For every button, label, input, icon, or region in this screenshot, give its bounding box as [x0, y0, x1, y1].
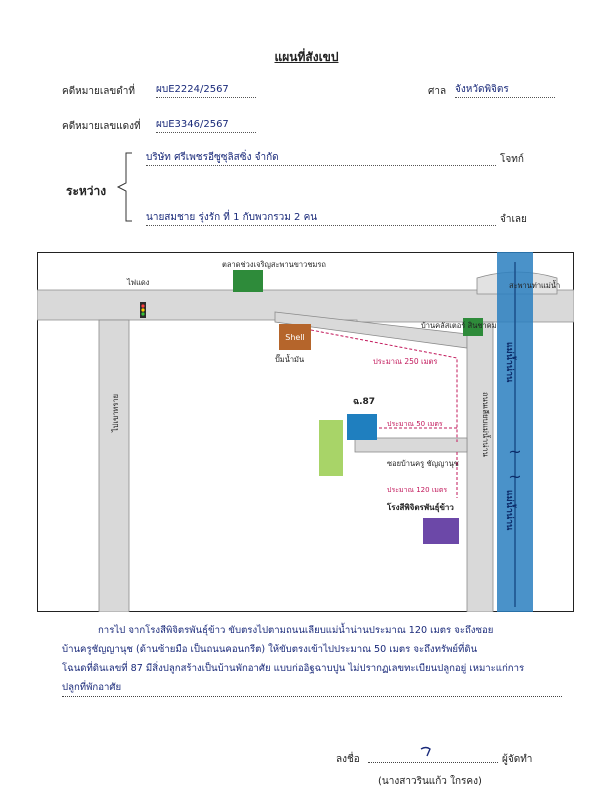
red-case-label: คดีหมายเลขแดงที่: [62, 121, 141, 132]
black-case-value: ผบE2224/2567: [156, 82, 256, 98]
description-line-1: การไป จากโรงสีพิจิตรพันธุ์ข้าว ขับตรงไปตามถนนเลียบแม่น้ำน่านประมาณ 120 เมตร จะถึงซอย: [98, 625, 494, 636]
green-plot: [319, 420, 343, 476]
market-label: ตลาดช่วงเจริญสะพานขาวชมรถ: [222, 260, 326, 269]
distance-250-label: ประมาณ 250 เมตร: [373, 357, 438, 366]
market-building: [233, 270, 263, 292]
between-label: ระหว่าง: [66, 184, 107, 198]
signature-line: [368, 762, 498, 763]
description-line-2: บ้านครูชัญญานุช (ด้านซ้ายมือ เป็นถนนคอนกรีต) ให้ขับตรงเข้าไปประมาณ 50 เมตร จะถึงทรัพย์ที่ดิน: [62, 644, 478, 655]
distance-50-label: ประมาณ 50 เมตร: [387, 420, 443, 428]
house-right-label: บ้านคลัสเตอร์ สินชาคม: [421, 321, 497, 330]
river-road-label: ถนนเลียบแม่น้ำน่าน: [481, 392, 490, 457]
rice-mill-building: [423, 518, 459, 544]
soi-road: [355, 438, 467, 452]
sketch-map: [37, 252, 574, 612]
defendant-value: นายสมชาย รุ่งรัก ที่ 1 กับพวกรวม 2 คน: [146, 210, 496, 226]
description-line-4: ปลูกที่พักอาศัย: [62, 682, 122, 693]
rice-mill-label: โรงสีพิจิตรพันธุ์ข้าว: [387, 503, 454, 512]
distance-120-label: ประมาณ 120 เมตร: [387, 486, 448, 494]
description-fill-line: [62, 696, 562, 697]
signature-mark: [418, 744, 434, 760]
sign-label: ลงชื่อ: [336, 754, 360, 765]
signer-role: ผู้จัดทำ: [502, 754, 533, 765]
court-label: ศาล: [428, 86, 447, 97]
signer-name: (นางสาวรินแก้ว ใกรคง): [378, 776, 482, 787]
plaintiff-value: บริษัท ศรีเพชรอีซูซุลิสซิ่ง จำกัด: [146, 150, 496, 166]
road-left-label: ไปเขาทราย: [111, 393, 120, 432]
river-label-bottom: แม่น้ำน่าน: [504, 490, 514, 531]
gas-station-label: ปั๊มน้ำมัน: [275, 355, 305, 364]
plaintiff-label: โจทก์: [500, 154, 524, 165]
plot-87: [347, 414, 377, 440]
svg-text:~: ~: [508, 467, 522, 486]
plot-label: ฉ.87: [353, 397, 376, 407]
shell-label: Shell: [285, 333, 305, 342]
traffic-light-label: ไฟแดง: [127, 278, 150, 287]
court-value: จังหวัดพิจิตร: [455, 82, 555, 98]
black-case-label: คดีหมายเลขดำที่: [62, 86, 135, 97]
river-road: [467, 322, 493, 612]
description-line-3: โฉนดที่ดินเลขที่ 87 มีสิ่งปลูกสร้างเป็นบ้านพักอาศัย แบบก่ออิฐฉาบปูน ไม่ปรากฏเลขทะเบียนปลูกอยู่ เหมาะแก่การ: [62, 663, 525, 674]
defendant-label: จำเลย: [500, 214, 527, 225]
svg-text:~: ~: [508, 442, 522, 461]
page-title: แผนที่สังเขป: [274, 50, 339, 64]
left-road: [99, 320, 129, 612]
soi-label: ซอยบ้านครู ชัญญานุช: [387, 459, 459, 468]
bridge-label: สะพานท่าแม่น้ำ: [509, 281, 561, 290]
river-label-top: แม่น้ำน่าน: [504, 342, 514, 383]
red-case-value: ผบE3346/2567: [156, 117, 256, 133]
party-bracket: [114, 150, 136, 224]
